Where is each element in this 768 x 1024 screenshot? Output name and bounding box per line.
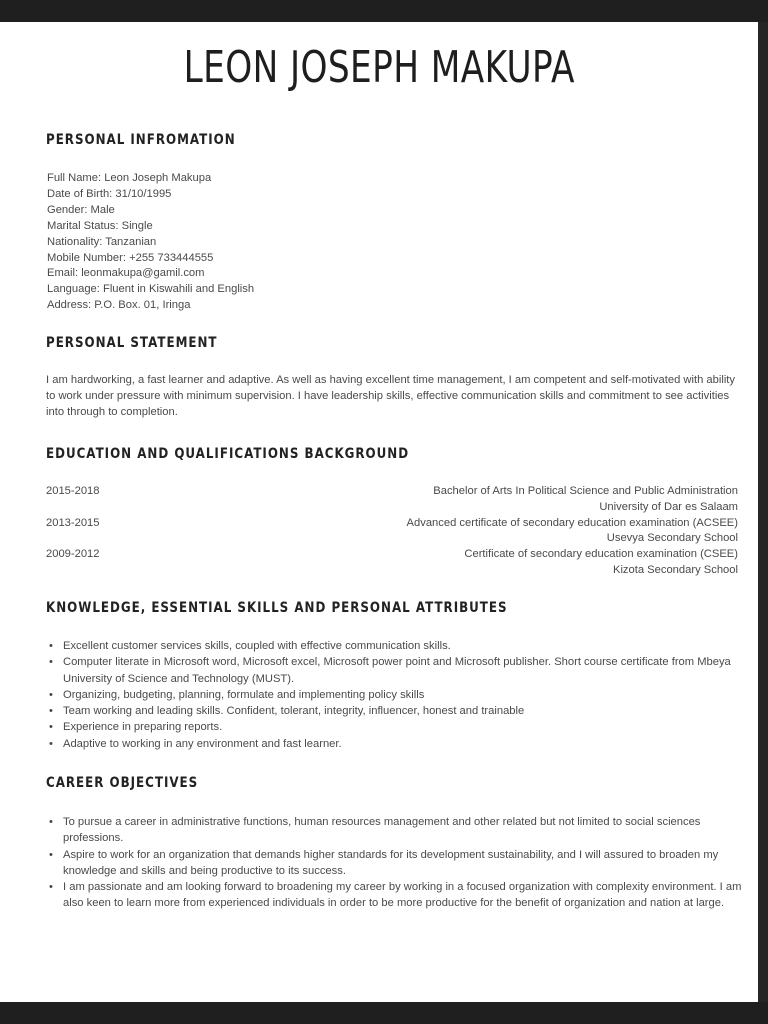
education-heading: EDUCATION AND QUALIFICATIONS BACKGROUND — [46, 446, 410, 462]
personal-info-line: Nationality: Tanzanian — [47, 235, 157, 248]
education-list — [46, 484, 738, 579]
personal-info-line: Full Name: Leon Joseph Makupa — [47, 172, 212, 184]
skills-list — [46, 638, 752, 752]
skill-text: Organizing, budgeting, planning, formulate and implementing policy skills — [63, 688, 425, 701]
education-years: 2013-2015 — [46, 516, 100, 529]
personal-statement-text: I am hardworking, a fast learner and adaptive. As well as having excellent time management, I am competent and self-motivated with ability to work under pressure with minimum supervision. I have leadership skills, effective communication skills and commitment to see activities into through to completion. — [46, 374, 736, 418]
bullet-icon: • — [49, 881, 53, 894]
skill-text: Adaptive to working in any environment and fast learner. — [63, 737, 342, 750]
education-entry — [46, 547, 738, 579]
skill-text: Team working and leading skills. Confident, tolerant, integrity, influencer, honest and trainable — [63, 705, 525, 718]
personal-info-heading: PERSONAL INFROMATION — [46, 132, 236, 148]
viewer-top-bar — [0, 0, 768, 22]
education-institution: University of Dar es Salaam — [599, 500, 738, 513]
objective-text: To pursue a career in administrative functions, human resources management and other related but not limited to social sciences professions. — [63, 816, 701, 845]
bullet-icon: • — [49, 688, 53, 701]
education-years: 2009-2012 — [46, 548, 100, 560]
list-item — [46, 814, 752, 847]
personal-info-line: Address: P.O. Box. 01, Iringa — [47, 299, 191, 312]
career-objectives-heading: CAREER OBJECTIVES — [46, 775, 199, 791]
personal-info-line: Language: Fluent in Kiswahili and English — [47, 283, 255, 296]
bullet-icon: • — [49, 705, 53, 718]
list-item — [46, 687, 752, 703]
education-institution: Usevya Secondary School — [606, 532, 738, 544]
bullet-icon: • — [49, 737, 53, 750]
viewer-bottom-bar — [0, 1002, 768, 1024]
education-institution: Kizota Secondary School — [612, 563, 738, 576]
list-item — [46, 847, 752, 880]
education-years: 2015-2018 — [46, 485, 100, 497]
skill-text: Excellent customer services skills, coupled with effective communication skills. — [63, 640, 451, 652]
bullet-icon: • — [49, 656, 53, 669]
bullet-icon: • — [49, 721, 53, 734]
education-entry — [46, 484, 738, 516]
personal-info-list — [47, 171, 254, 314]
skill-text: Experience in preparing reports. — [63, 721, 223, 734]
personal-info-line: Email: leonmakupa@gamil.com — [47, 267, 205, 280]
personal-info-line: Gender: Male — [47, 203, 115, 216]
skills-heading: KNOWLEDGE, ESSENTIAL SKILLS AND PERSONAL ATTRIBUTES — [46, 600, 508, 616]
viewer-right-edge — [758, 22, 768, 1002]
education-qualification: Certificate of secondary education examination (CSEE) — [464, 548, 738, 560]
bullet-icon: • — [49, 816, 53, 828]
list-item — [46, 703, 752, 719]
education-entry — [46, 516, 738, 548]
personal-info-line: Date of Birth: 31/10/1995 — [47, 187, 172, 200]
list-item — [46, 638, 752, 654]
objective-text: Aspire to work for an organization that demands higher standards for its development sustainability, and I will assured to broaden my knowledge and skills and being productive to its success. — [63, 848, 719, 877]
education-qualification: Bachelor of Arts In Political Science and Public Administration — [433, 485, 738, 497]
personal-info-line: Marital Status: Single — [47, 219, 153, 232]
career-objectives-list — [46, 814, 752, 912]
list-item — [46, 736, 752, 752]
bullet-icon: • — [49, 848, 53, 861]
personal-info-line: Mobile Number: +255 733444555 — [47, 251, 214, 264]
skill-text: Computer literate in Microsoft word, Microsoft excel, Microsoft power point and Microsoft publisher. Short course certificate from Mbeya University of Science and Technology (MUST). — [63, 656, 731, 685]
personal-statement-heading: PERSONAL STATEMENT — [46, 335, 218, 351]
list-item — [46, 719, 752, 735]
education-qualification: Advanced certificate of secondary education examination (ACSEE) — [406, 516, 738, 529]
list-item — [46, 654, 752, 687]
resume-page — [0, 22, 758, 1002]
objective-text: I am passionate and am looking forward to broadening my career by working in a focused organization with complexity environment. I am also keen to learn more from experienced individuals in order to be more productive for the benefit of organization and nation at large. — [63, 881, 742, 910]
list-item — [46, 879, 752, 912]
bullet-icon: • — [49, 640, 53, 652]
resume-title: LEON JOSEPH MAKUPA — [183, 42, 575, 93]
